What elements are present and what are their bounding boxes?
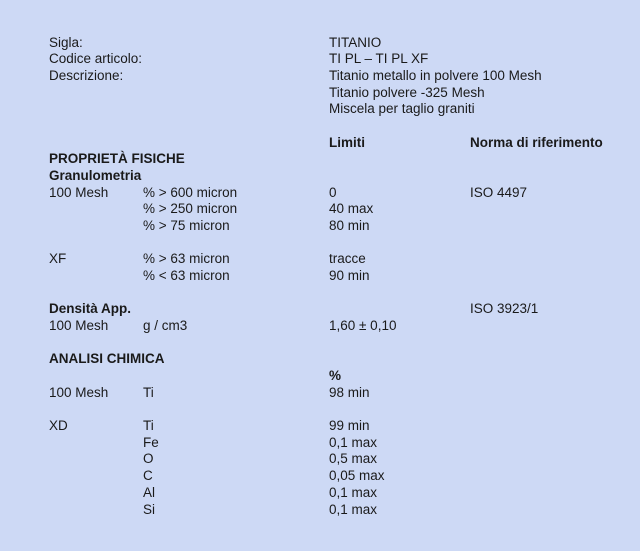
limit-cell: 99 min — [329, 418, 370, 433]
group-label-100-mesh: 100 Mesh — [49, 185, 109, 200]
limit-cell: 0,1 max — [329, 435, 378, 450]
limit-cell: 1,60 ± 0,10 — [329, 318, 397, 333]
descrizione-line: Titanio metallo in polvere 100 Mesh — [329, 68, 542, 83]
element-cell: Si — [143, 502, 156, 517]
element-cell: Ti — [143, 418, 154, 433]
limit-cell: 90 min — [329, 268, 370, 283]
norma-header: Norma di riferimento — [470, 135, 603, 150]
limit-cell: 80 min — [329, 218, 370, 233]
limit-cell: 0,5 max — [329, 451, 378, 466]
norm-cell: ISO 4497 — [470, 185, 528, 200]
granulometria-title: Granulometria — [49, 168, 142, 183]
codice-label: Codice articolo: — [49, 51, 143, 66]
limit-cell: 0,1 max — [329, 485, 378, 500]
limit-cell: 0,1 max — [329, 502, 378, 517]
param-cell: % > 600 micron — [143, 185, 238, 200]
limit-cell: 40 max — [329, 201, 374, 216]
limit-cell: tracce — [329, 251, 366, 266]
param-cell: % > 63 micron — [143, 251, 230, 266]
param-cell: % > 250 micron — [143, 201, 238, 216]
group-label-100-mesh: 100 Mesh — [49, 318, 109, 333]
param-cell: % < 63 micron — [143, 268, 230, 283]
param-cell: g / cm3 — [143, 318, 188, 333]
descrizione-line: Miscela per taglio graniti — [329, 101, 475, 116]
element-cell: Ti — [143, 385, 154, 400]
limit-cell: 98 min — [329, 385, 370, 400]
group-label-100-mesh: 100 Mesh — [49, 385, 109, 400]
limiti-header: Limiti — [329, 135, 365, 150]
descrizione-line: Titanio polvere -325 Mesh — [329, 85, 485, 100]
element-cell: O — [143, 451, 154, 466]
group-label-xd: XD — [49, 418, 68, 433]
section-title-chimica: ANALISI CHIMICA — [49, 351, 165, 366]
element-cell: C — [143, 468, 153, 483]
section-title-fisiche: PROPRIETÀ FISICHE — [49, 151, 185, 166]
sigla-label: Sigla: — [49, 35, 83, 50]
percent-header: % — [329, 368, 342, 383]
densita-title: Densità App. — [49, 301, 132, 316]
param-cell: % > 75 micron — [143, 218, 230, 233]
codice-value: TI PL – TI PL XF — [329, 51, 429, 66]
element-cell: Al — [143, 485, 156, 500]
limit-cell: 0 — [329, 185, 337, 200]
descrizione-label: Descrizione: — [49, 68, 124, 83]
sigla-value: TITANIO — [329, 35, 382, 50]
element-cell: Fe — [143, 435, 159, 450]
limit-cell: 0,05 max — [329, 468, 385, 483]
group-label-xf: XF — [49, 251, 67, 266]
norm-cell: ISO 3923/1 — [470, 301, 539, 316]
